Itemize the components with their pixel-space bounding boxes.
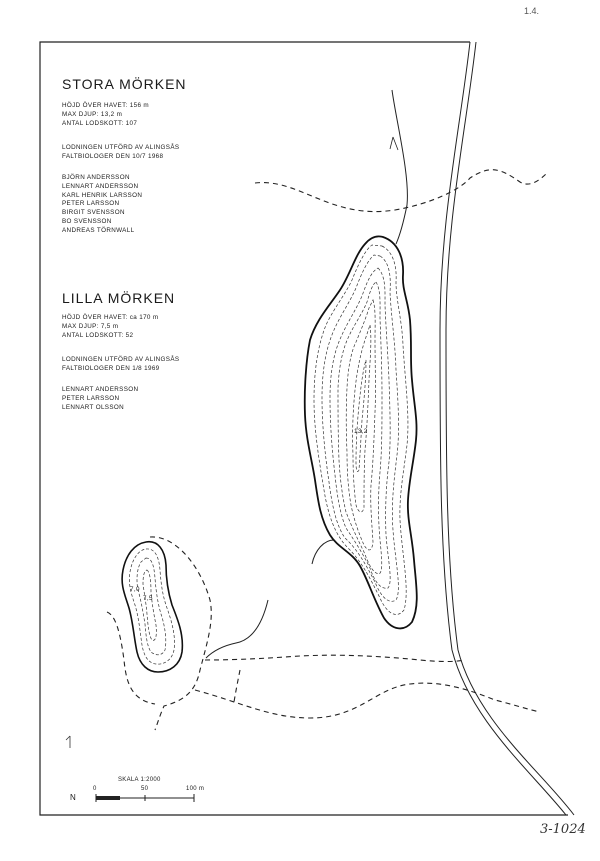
stora-survey bbox=[62, 144, 179, 162]
road-edge bbox=[446, 42, 574, 815]
road bbox=[440, 42, 566, 815]
north-letter: N bbox=[70, 793, 77, 802]
person: LENNART OLSSON bbox=[62, 403, 125, 411]
lilla-line: HÖJD ÖVER HAVET: ca 170 m bbox=[62, 314, 159, 321]
stora-line: MAX DJUP: 13,2 m bbox=[62, 110, 123, 118]
stream-arrow bbox=[390, 137, 398, 150]
lilla-line: MAX DJUP: 7,5 m bbox=[62, 322, 119, 330]
lilla-line: LODNINGEN UTFÖRD AV ALINGSÅS bbox=[62, 356, 180, 363]
lilla-info bbox=[62, 314, 158, 340]
person: ANDREAS TÖRNWALL bbox=[62, 226, 135, 234]
stora-line: HÖJD ÖVER HAVET: 156 m bbox=[62, 102, 150, 109]
person: BO SVENSSON bbox=[62, 217, 112, 225]
lilla-title: LILLA MÖRKEN bbox=[62, 290, 176, 306]
scale-tick-0: 0 bbox=[93, 786, 97, 792]
corner-mark-bottom: 3-1024 bbox=[540, 822, 586, 837]
person: LENNART ANDERSSON bbox=[62, 386, 139, 393]
person: LENNART ANDERSSON bbox=[62, 182, 139, 190]
person: BIRGIT SVENSSON bbox=[62, 209, 125, 217]
inflow-stream bbox=[392, 90, 407, 244]
person: PETER LARSSON bbox=[62, 394, 120, 402]
stora-line: ANTAL LODSKOTT: 107 bbox=[62, 119, 138, 127]
scale-tick-100: 100 m bbox=[186, 786, 205, 792]
person: BJÖRN ANDERSSON bbox=[62, 174, 130, 181]
stora-info bbox=[62, 102, 149, 128]
stora-title: STORA MÖRKEN bbox=[62, 76, 187, 92]
person: PETER LARSSON bbox=[62, 200, 120, 208]
stream-south bbox=[206, 600, 268, 658]
outflow-stream bbox=[312, 540, 334, 564]
person: KARL HENRIK LARSSON bbox=[62, 191, 143, 199]
lilla-line: FALTBIOLOGER DEN 1/8 1969 bbox=[62, 364, 160, 372]
scale-bar bbox=[96, 794, 194, 802]
stora-line: LODNINGEN UTFÖRD AV ALINGSÅS bbox=[62, 144, 180, 151]
depth-label: 7,5 bbox=[143, 595, 153, 602]
corner-mark-top: 1.4. bbox=[524, 6, 540, 16]
lilla-line: ANTAL LODSKOTT: 52 bbox=[62, 331, 134, 339]
depth-label: 13,2 bbox=[354, 428, 368, 435]
lilla-people bbox=[62, 386, 138, 412]
paths bbox=[107, 170, 548, 730]
stora-line: FALTBIOLOGER DEN 10/7 1968 bbox=[62, 152, 164, 160]
scale-tick-50: 50 bbox=[141, 786, 149, 792]
north-arrow bbox=[66, 736, 70, 748]
stora-people bbox=[62, 174, 142, 236]
scale-label: SKALA 1:2000 bbox=[118, 777, 161, 783]
lilla-survey bbox=[62, 356, 179, 374]
depth-label: 7,0 bbox=[130, 586, 140, 593]
